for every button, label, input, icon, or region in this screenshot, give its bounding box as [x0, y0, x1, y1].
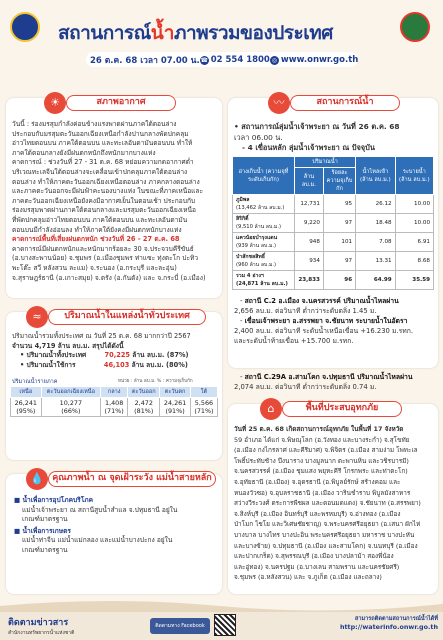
footer-left: ติดตามข่าวสาร สำนักงานทรัพยากรน้ำแห่งชาติ	[8, 618, 75, 636]
nwc-logo	[400, 12, 430, 42]
water-volume-title: ปริมาณน้ำในแหล่งน้ำทั่วประเทศ	[48, 309, 206, 325]
flood-text: วันที่ 25 ต.ค. 68 เกิดสถานการณ์อุทกภัย ในพื้นที่ 17 จังหวัด 59 อำเภอ ได้แก่ จ.พิษณุโลก (อ.วังทอง และบางระกำ) จ.สุโขทัย (อ.เมือง กงไกรลาศ และคีรีมาศ) จ.พิจิตร (อ.เมือง สามง่าม โพทะเล โพธิ์ประทับช้าง บึงนาราง บางมูลนาก ตะพานหิน และวชิรบารมี) จ.นครสวรรค์ (อ.เมือง ชุมแสง พยุหะคีรี โกรกพระ และท่าตะโก) จ.อุทัยธานี (อ.เมือง) จ.อุดรธานี (อ.พิบูลย์รักษ์ สร้างคอม และ หนองวัวซอ) จ.อุบลราชธานี (อ.เมือง วารินชำราบ พิบูลมังสาหาร สว่างวีระวงศ์ ตระการพืชผล และดอนมดแดง) จ.ชัยนาท (อ.สรรพยา) จ.สิงห์บุรี (อ.เมือง อินทร์บุรี และพรหมบุรี) จ.อ่างทอง (อ.เมือง ป่าโมก ไชโย และวิเศษชัยชาญ) จ.พระนครศรีอยุธยา (อ.เสนา ผักไห่ บางบาล บางไทร บางปะอิน พระนครศรีอยุธยา มหาราช บางปะหัน และบางซ้าย) จ.ปทุมธานี (อ.เมือง และสามโคก) จ.นนทบุรี (อ.เมือง และปากเกร็ด) จ.สุพรรณบุรี (อ.เมือง บางปลาม้า สองพี่น้อง และอู่ทอง) จ.นครปฐม (อ.บางเลน สามพราน และนครชัยศรี) จ.ชุมพร (อ.หลังสวน) และ จ.ภูเก็ต (อ.เมือง และถลาง)	[234, 425, 421, 582]
weather-title: สภาพอากาศ	[66, 95, 176, 111]
droplet-icon: 💧	[26, 468, 48, 490]
sun-cloud-icon: ☀	[44, 92, 66, 114]
globe-icon: ◎	[271, 56, 277, 64]
qr-code-icon	[214, 614, 236, 636]
phone-icon: ☎	[200, 56, 208, 64]
info-bar	[86, 52, 358, 67]
station-list: - สถานี C.2 อ.เมือง จ.นครสวรรค์ ปริมาณน้ำไหลผ่าน 2,656 ลบ.ม. ต่อวินาที ต่ำกว่าระดับตลิ่ง 1.45 ม. - เขื่อนเจ้าพระยา อ.สรรพยา จ.ชัยนาท ระบายน้ำในอัตรา 2,400 ลบ.ม. ต่อวินาที ระดับน้ำเหนือเขื่อน +16.230 ม.รทก. และระดับน้ำท้ายเขื่อน +15.700 ม.รทก.	[234, 297, 414, 345]
region-unit-note: หน่วย : ล้าน ลบ.ม. % : ความจุเก็บกัก	[118, 379, 193, 384]
table-row: ป่าสักชลสิทธิ์ (960 ล้าน ลบ.ม.) 934 97 13.31 8.68	[233, 252, 434, 271]
region-table: เหนือ ตะวันออกเฉียงเหนือ กลาง ตะวันออก ตะวันตก ใต้ 26,241 (95%) 10,277 (66%) 1,408 (71%) 2,472 (81%) 24,261 (91%) 5,566 (71%)	[10, 386, 218, 417]
dam-icon: ≈	[26, 306, 48, 328]
region-label: ปริมาณน้ำรายภาค	[12, 379, 58, 385]
quality-list: ■ น้ำเพื่อการอุปโภคบริโภค แม่น้ำเจ้าพระยา ณ สถานีสูบน้ำสำแล จ.ปทุมธานี อยู่ใน เกณฑ์มาตรฐาน ■ น้ำเพื่อการเกษตร แม่น้ำท่าจีน แม่น้ำแม่กลอง และแม่น้ำบางปะกง อยู่ใน เกณฑ์มาตรฐาน	[14, 496, 178, 554]
house-flood-icon: ⌂	[260, 398, 282, 420]
table-row: ภูมิพล (13,462 ล้าน ลบ.ม.) 12,731 95 26.12 10.00	[233, 195, 434, 214]
dam-table: อ่างเก็บน้ำ (ความจุที่ระดับเก็บกัก) ปริมาณน้ำ น้ำไหลเข้า (ล้าน ลบ.ม.) ระบายน้ำ (ล้าน ลบ.ม.) ล้าน ลบ.ม. ร้อยละ ความจุเก็บกัก ภูมิพล (13,462 ล้าน ลบ.ม.) 12,731 95 26.12 10.00 สิริกิติ์ (9,510 ล้าน ลบ.ม.) 9,220 97 18.48 10.00 แควน้อยบำรุงแดน (939 ล้าน ลบ.ม.) 948 101 7.08 6.91 ป่าสักชลสิทธิ์ (960 ล้าน ลบ.ม.) 934 97 13.31 8.68 รวม 4 อ่างฯ (24,871 ล้าน ลบ.ม.) 23,833 96 64.99 35.59	[232, 156, 434, 290]
station-c29a: - สถานี C.29A อ.สามโคก จ.ปทุมธานี ปริมาณน้ำไหลผ่าน 2,074 ลบ.ม. ต่อวินาที ต่ำกว่าระดับตลิ่ง 0.74 ม.	[234, 373, 413, 391]
onwr-logo	[10, 12, 40, 42]
weather-text: วันนี้ : ร่องมรสุมกำลังค่อนข้างแรงพาดผ่านภาคใต้ตอนล่าง ประกอบกับมรสุมตะวันออกเฉียงเหนือกำลังปานกลางพัดปกคลุม อ่าวไทยตอนบน ภาคใต้ตอนบน และทะเลอันดามันตอนบน ทำให้ ภาคใต้ตอนกลางยังมีฝนตกหนักถึงหนักมากบางแห่ง คาดการณ์ : ช่วงวันที่ 27 - 31 ต.ค. 68 หย่อมความกดอากาศต่ำ บริเวณทะเลจีนใต้ตอนล่างจะเคลื่อนเข้าปกคลุมภาคใต้ตอนล่าง ตอนล่าง ทำให้ภาคตะวันออกเฉียงเหนือตอนล่าง ภาคกลางตอนล่าง และภาคตะวันออกจะมีฝนฟ้าคะนองบางแห่ง ในขณะที่ภาคเหนือและ ภาคตะวันออกเฉียงเหนือยังคงมีอากาศเย็นในตอนเช้า ประกอบกับ ร่องมรสุมพาดผ่านภาคใต้ตอนกลางและมรสุมตะวันออกเฉียงเหนือ ที่พัดปกคลุมอ่าวไทยตอนบน ภาคใต้ตอนบน และทะเลอันดามัน ตอนบนมีกำลังอ่อนลง ทำให้ภาคใต้ยังคงมีฝนตกหนักบางแห่ง คาดการณ์พื้นที่เสี่ยงฝนตกหนัก ช่วงวันที่ 26 - 27 ต.ค. 68 คาดการณ์มีฝนตกหนักและหนักมากร้อยละ 30 จ.ประจวบคีรีขันธ์ (อ.บางสะพานน้อย) จ.ชุมพร (อ.เมืองชุมพร ท่าแซะ ทุ่งตะโก ปะทิว พะโต๊ะ สวี หลังสวน ละแม) จ.ระนอง (อ.กระบุรี และละอุ่น) จ.สุราษฎร์ธานี (อ.เกาะสมุย) จ.ตรัง (อ.กันตัง) และ จ.กระบี่ (อ.เมือง)	[12, 120, 218, 283]
table-row: แควน้อยบำรุงแดน (939 ล้าน ลบ.ม.) 948 101 7.08 6.91	[233, 233, 434, 252]
water-wave-icon: 〰	[268, 92, 290, 114]
situation-subtitle: • สถานการณ์ลุ่มน้ำเจ้าพระยา ณ วันที่ 26 ต.ค. 68 เวลา 06.00 น. - 4 เขื่อนหลัก ลุ่มน้ำเจ้าพระยา ณ ปัจจุบัน	[234, 122, 400, 152]
flood-title: พื้นที่ประสบอุทกภัย	[282, 401, 402, 417]
risk-title: คาดการณ์พื้นที่เสี่ยงฝนตกหนัก ช่วงวันที่ 26 - 27 ต.ค. 68	[12, 235, 180, 244]
table-row-total: รวม 4 อ่างฯ (24,871 ล้าน ลบ.ม.) 23,833 96 64.99 35.59	[233, 271, 434, 290]
report-date: 26 ต.ค. 68 เวลา 07.00 น.	[90, 55, 200, 66]
footer-right: สามารถติดตามสถานการณ์น้ำได้ที่ http://waterinfo.onwr.go.th	[290, 615, 438, 631]
phone-info: ☎ 02 554 1800	[200, 54, 270, 65]
facebook-link[interactable]: ติดตามทาง Facebook	[150, 618, 210, 634]
page-title: สถานการณ์น้ำภาพรวมของประเทศ	[58, 22, 333, 44]
water-volume-text: ปริมาณน้ำรวมทั้งประเทศ ณ วันที่ 25 ต.ค. 68 มากกว่าปี 2567 จำนวน 4,719 ล้าน ลบ.ม. สรุปได้ดังนี้ • ปริมาณน้ำทั้งประเทศ 70,225 ล้าน ลบ.ม. (87%) • ปริมาณน้ำใช้การ 46,103 ล้าน ลบ.ม. (80%)	[12, 332, 191, 369]
water-situation-title: สถานการณ์น้ำ	[290, 95, 400, 111]
quality-title: คุณภาพน้ำ ณ จุดเฝ้าระวัง แม่น้ำสายหลัก	[48, 471, 216, 487]
website-link[interactable]: ◎ www.onwr.go.th	[271, 54, 359, 65]
table-row: สิริกิติ์ (9,510 ล้าน ลบ.ม.) 9,220 97 18.48 10.00	[233, 214, 434, 233]
waterinfo-link[interactable]: http://waterinfo.onwr.go.th	[339, 623, 438, 631]
